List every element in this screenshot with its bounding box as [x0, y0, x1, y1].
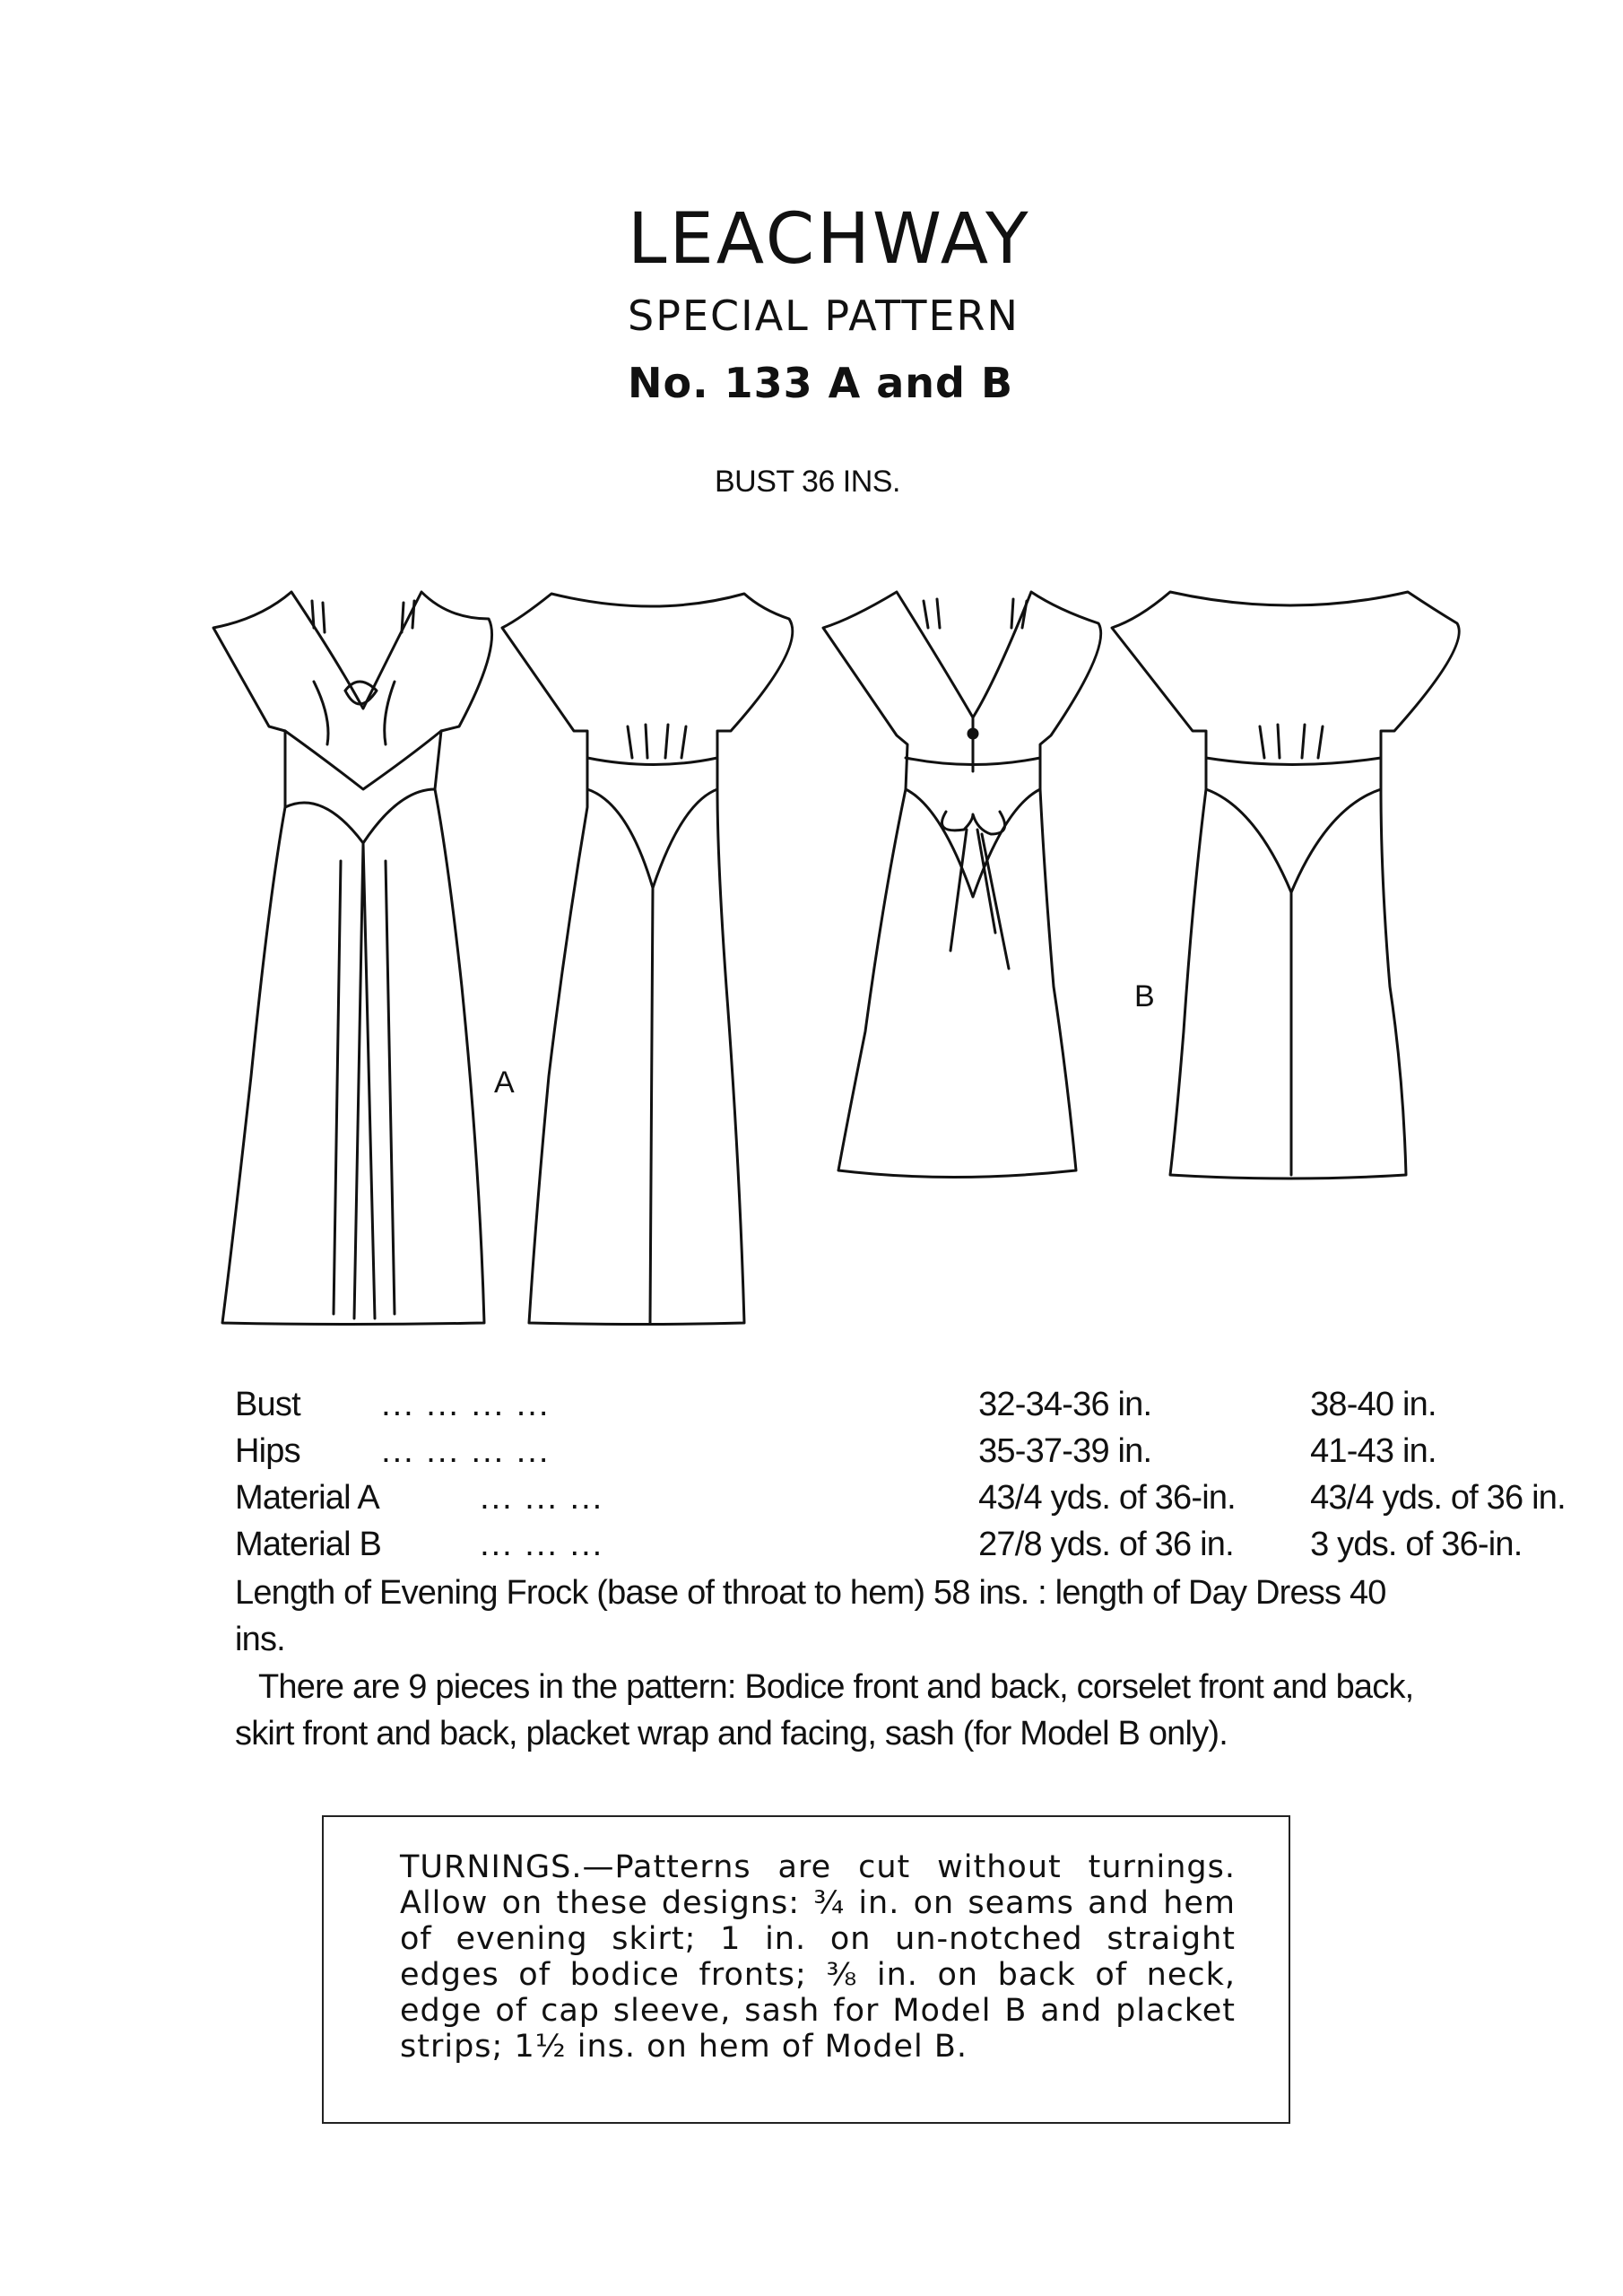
- table-row: [235, 1474, 1579, 1521]
- measure-label: Bust: [235, 1385, 300, 1423]
- table-row: [235, 1521, 1579, 1568]
- pattern-number: No. 133 A and B: [628, 359, 1014, 407]
- measure-label: Hips: [235, 1431, 300, 1470]
- model-b-back-drawing: [1112, 592, 1459, 1178]
- measure-label: Material A: [235, 1478, 379, 1517]
- model-a-front-drawing: [213, 592, 492, 1325]
- leader-dots: ... ... ...: [480, 1478, 604, 1517]
- model-b-front-drawing: [823, 592, 1101, 1178]
- measure-label: Material B: [235, 1525, 382, 1563]
- pattern-subtitle: SPECIAL PATTERN: [628, 291, 1020, 340]
- measure-value-2: 38-40 in.: [1310, 1385, 1436, 1423]
- measure-value-2: 41-43 in.: [1310, 1431, 1436, 1470]
- measurements-table: [235, 1381, 1579, 1568]
- model-a-label: A: [494, 1065, 515, 1100]
- measure-value-2: 43/4 yds. of 36 in.: [1310, 1478, 1566, 1517]
- measure-value-2: 3 yds. of 36-in.: [1310, 1525, 1523, 1563]
- model-a-back-drawing: [502, 594, 793, 1325]
- turnings-text: TURNINGS.—Patterns are cut without turnings. Allow on these designs: ¾ in. on seams and hem of evening skirt; 1 in. on un-notched straight edges of bodice fronts; ⅜ in. on back of neck, edge of cap sleeve, sash for Model B and placket strips; 1½ ins. on hem of Model B.: [400, 1849, 1236, 2065]
- leader-dots: ... ... ...: [480, 1525, 604, 1563]
- pattern-title: LEACHWAY: [628, 199, 1031, 280]
- measure-value-1: 32-34-36 in.: [978, 1385, 1152, 1423]
- pattern-pieces-text: There are 9 pieces in the pattern: Bodice front and back, corselet front and back, skirt front and back, placket wrap and facing, sash (for Model B only).: [235, 1668, 1414, 1752]
- leader-dots: ... ... ... ...: [381, 1385, 551, 1423]
- measure-value-1: 27/8 yds. of 36 in.: [978, 1525, 1234, 1563]
- measure-value-1: 35-37-39 in.: [978, 1431, 1152, 1470]
- leader-dots: ... ... ... ...: [381, 1431, 551, 1470]
- bust-size-label: BUST 36 INS.: [715, 465, 900, 499]
- dress-length-text: Length of Evening Frock (base of throat to hem) 58 ins. : length of Day Dress 40 ins.: [235, 1574, 1386, 1658]
- model-b-label: B: [1134, 979, 1155, 1013]
- table-row: [235, 1381, 1579, 1428]
- table-row: [235, 1428, 1579, 1474]
- measure-value-1: 43/4 yds. of 36-in.: [978, 1478, 1236, 1517]
